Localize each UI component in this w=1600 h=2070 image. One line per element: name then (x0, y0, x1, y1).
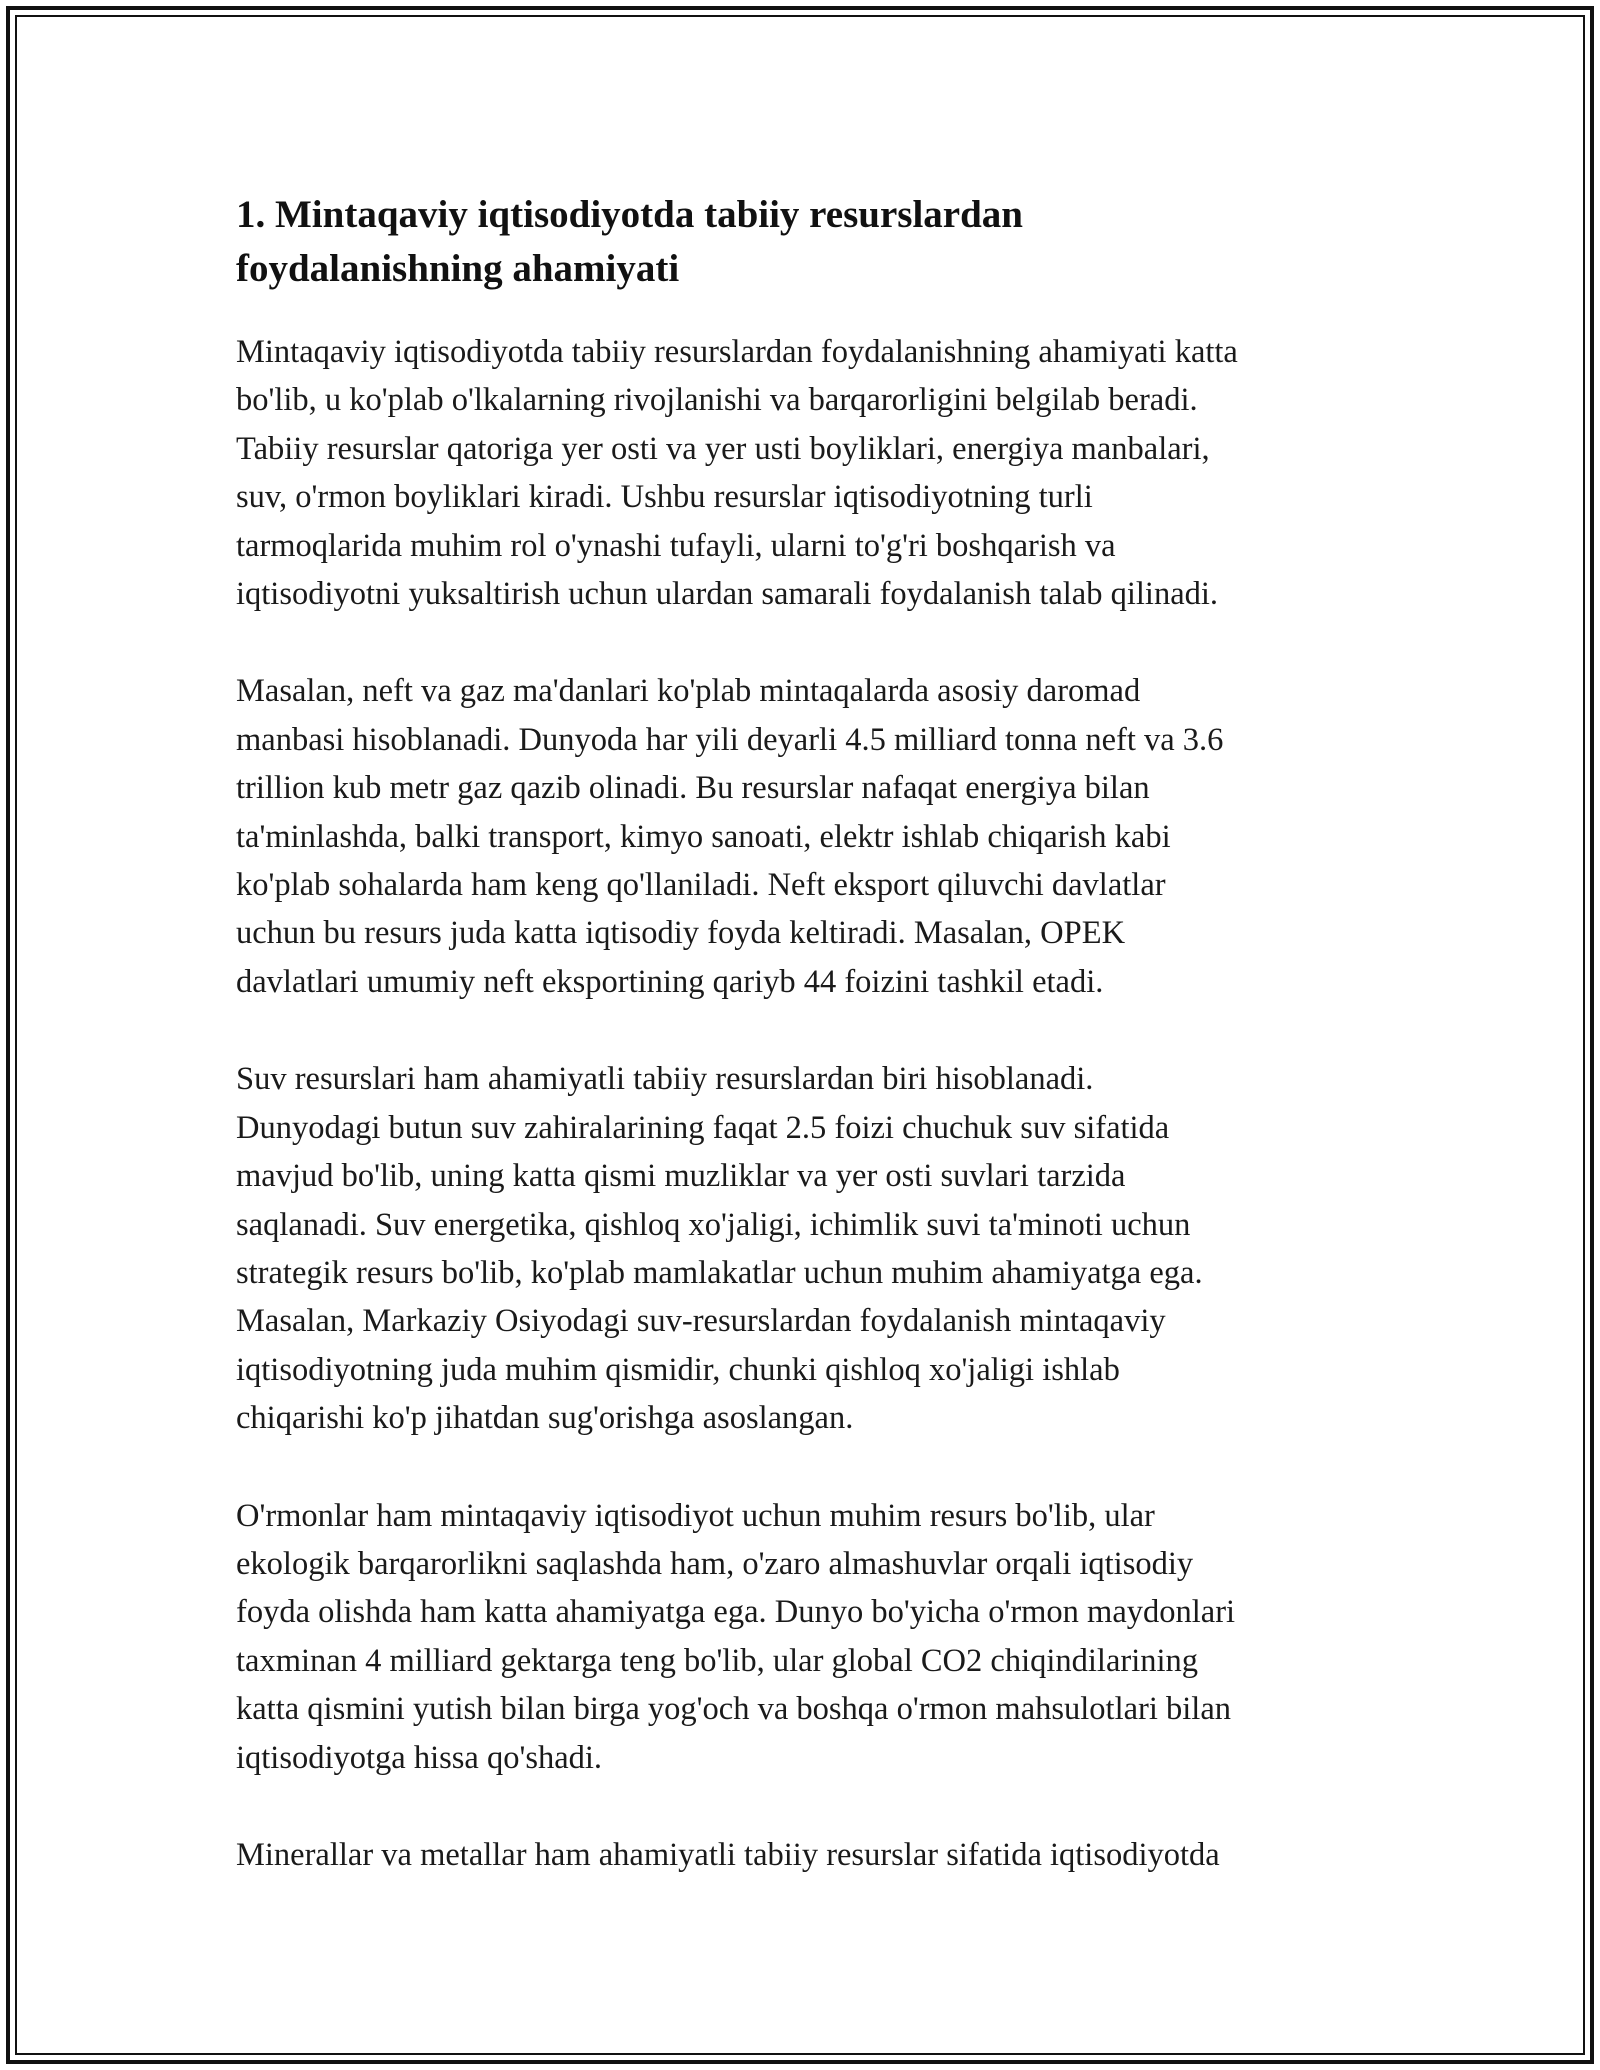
paragraph-line: ta'minlashda, balki transport, kimyo sanoati, elektr ishlab chiqarish kabi (236, 818, 1171, 855)
paragraph-line: strategik resurs bo'lib, ko'plab mamlakatlar uchun muhim ahamiyatga ega. (236, 1254, 1203, 1291)
paragraph-line: foyda olishda ham katta ahamiyatga ega. Dunyo bo'yicha o'rmon maydonlari (236, 1594, 1236, 1631)
paragraph-line: O'rmonlar ham mintaqaviy iqtisodiyot uchun muhim resurs bo'lib, ular (236, 1497, 1155, 1534)
paragraph-line: Suv resurslari ham ahamiyatli tabiiy resurslardan biri hisoblanadi. (236, 1061, 1094, 1098)
paragraph-line: Mintaqaviy iqtisodiyotda tabiiy resurslardan foydalanishning ahamiyati katta (236, 334, 1238, 370)
heading-line: 1. Mintaqaviy iqtisodiyotda tabiiy resurslardan (236, 193, 1023, 236)
paragraph-line: suv, o'rmon boyliklari kiradi. Ushbu resurslar iqtisodiyotning turli (236, 479, 1093, 516)
paragraph-line: taxminan 4 milliard gektarga teng bo'lib, ular global CO2 chiqindilarining (236, 1642, 1199, 1679)
paragraph (236, 1492, 1386, 1782)
document-body (236, 188, 1386, 1928)
paragraph-line: Masalan, neft va gaz ma'danlari ko'plab mintaqalarda asosiy daromad (236, 673, 1141, 710)
paragraph-line: bo'lib, u ko'plab o'lkalarning rivojlanishi va barqarorligini belgilab beradi. (236, 382, 1198, 419)
paragraph-line: ko'plab sohalarda ham keng qo'llaniladi. Neft eksport qiluvchi davlatlar (236, 867, 1166, 904)
paragraph-line: chiqarishi ko'p jihatdan sug'orishga asoslangan. (236, 1400, 854, 1437)
paragraph (236, 667, 1386, 1006)
section-heading (236, 188, 1386, 296)
paragraph-line: iqtisodiyotni yuksaltirish uchun ulardan samarali foydalanish talab qilinadi. (236, 576, 1219, 613)
paragraph-line: saqlanadi. Suv energetika, qishloq xo'jaligi, ichimlik suvi ta'minoti uchun (236, 1206, 1191, 1243)
paragraph-line: Minerallar va metallar ham ahamiyatli tabiiy resurslar sifatida iqtisodiyotda (236, 1836, 1220, 1873)
paragraph (236, 1055, 1386, 1442)
paragraph-line: tarmoqlarida muhim rol o'ynashi tufayli, ularni to'g'ri boshqarish va (236, 527, 1116, 564)
paragraph-line: Dunyodagi butun suv zahiralarining faqat 2.5 foizi chuchuk suv sifatida (236, 1109, 1170, 1146)
paragraphs-container (236, 328, 1386, 1879)
paragraph-line: trillion kub metr gaz qazib olinadi. Bu resurslar nafaqat energiya bilan (236, 770, 1150, 807)
paragraph-line: manbasi hisoblanadi. Dunyoda har yili deyarli 4.5 milliard tonna neft va 3.6 (236, 721, 1224, 758)
paragraph-line: Masalan, Markaziy Osiyodagi suv-resurslardan foydalanish mintaqaviy (236, 1303, 1166, 1340)
paragraph-line: davlatlari umumiy neft eksportining qariyb 44 foizini tashkil etadi. (236, 963, 1104, 1000)
paragraph-line: mavjud bo'lib, uning katta qismi muzliklar va yer osti suvlari tarzida (236, 1158, 1126, 1195)
paragraph-line: iqtisodiyotga hissa qo'shadi. (236, 1739, 603, 1776)
paragraph (236, 328, 1386, 618)
paragraph-line: ekologik barqarorlikni saqlashda ham, o'zaro almashuvlar orqali iqtisodiy (236, 1545, 1194, 1582)
paragraph-line: katta qismini yutish bilan birga yog'och va boshqa o'rmon mahsulotlari bilan (236, 1691, 1231, 1728)
heading-line: foydalanishning ahamiyati (236, 247, 680, 290)
paragraph-line: uchun bu resurs juda katta iqtisodiy foyda keltiradi. Masalan, OPEK (236, 915, 1126, 952)
paragraph-line: Tabiiy resurslar qatoriga yer osti va yer usti boyliklari, energiya manbalari, (236, 430, 1210, 467)
paragraph (236, 1831, 1386, 1879)
paragraph-line: iqtisodiyotning juda muhim qismidir, chunki qishloq xo'jaligi ishlab (236, 1351, 1120, 1388)
